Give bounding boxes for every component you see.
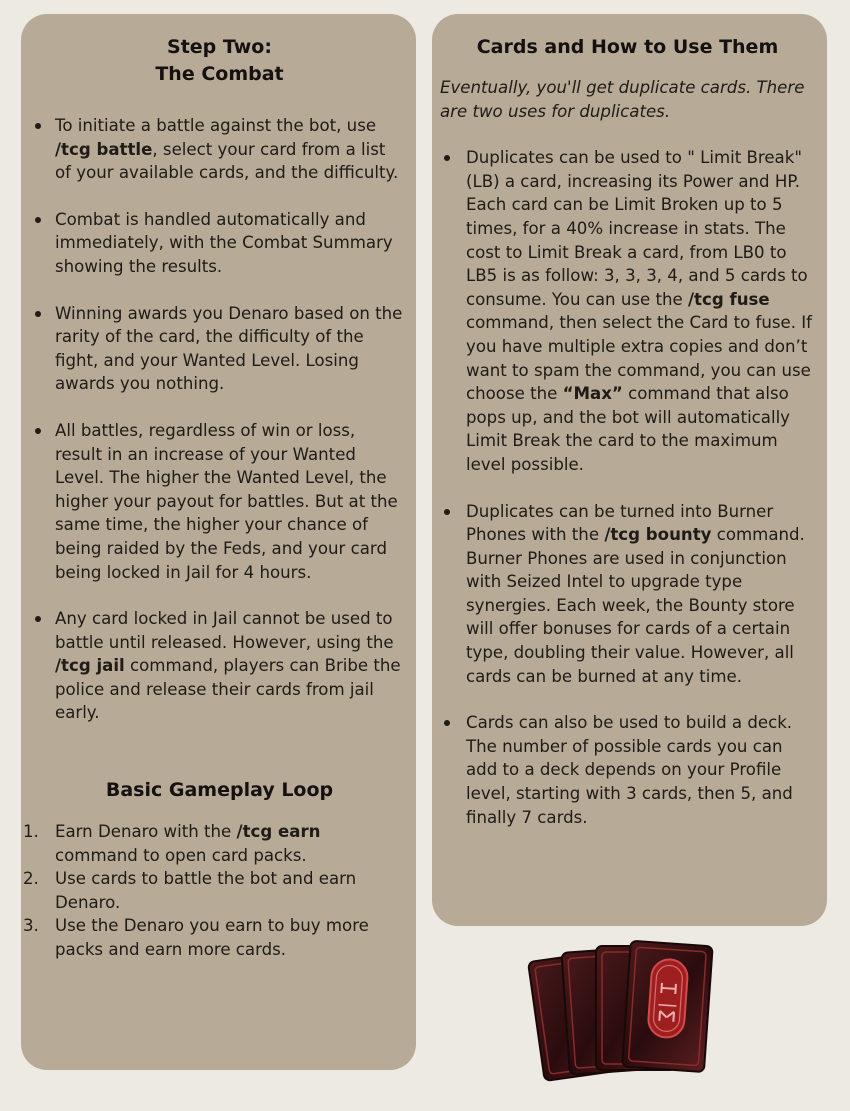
loop-step-buy: 3. Use the Denaro you earn to buy more packs and earn more cards. bbox=[23, 916, 369, 960]
combat-item-wanted-level: All battles, regardless of win or loss, result in an increase of your Wanted Level. The higher the Wanted Level, the higher your payout for battles. But at the same time, the higher your chance of being raided by the Feds, and your card being locked in Jail for 4 hours. bbox=[35, 419, 404, 584]
cards-intro: Eventually, you'll get duplicate cards. There are two uses for duplicates. bbox=[440, 78, 805, 121]
cards-usage-title: Cards and How to Use Them bbox=[476, 36, 779, 58]
combat-panel bbox=[21, 14, 416, 1070]
gameplay-loop-title: Basic Gameplay Loop bbox=[105, 779, 334, 802]
cards-usage-list bbox=[440, 146, 815, 829]
gameplay-loop-list bbox=[23, 820, 404, 962]
combat-item-rewards: Winning awards you Denaro based on the rarity of the card, the difficulty of the fight, and your Wanted Level. Losing awards you nothing. bbox=[35, 302, 404, 396]
card-back-front bbox=[622, 941, 713, 1072]
combat-item-jail: Any card locked in Jail cannot be used to battle until released. However, using the /tcg jail command, players can Bribe the police and release their cards from jail early. bbox=[35, 607, 404, 725]
step-two-title: Step Two: The Combat bbox=[155, 36, 284, 85]
usage-item-bounty: Duplicates can be turned into Burner Phones with the /tcg bounty command. Burner Phones are used in conjunction with Seized Intel to upgrade type synergies. Each week, the Bounty store will offer bonuses for cards of a certain type, doubling their value. However, all cards can be burned at any time. bbox=[444, 500, 815, 689]
combat-list bbox=[35, 114, 404, 725]
loop-step-earn: 1. Earn Denaro with the /tcg earn command to open card packs. bbox=[23, 822, 321, 865]
loop-step-battle: 2. Use cards to battle the bot and earn Denaro. bbox=[23, 869, 357, 912]
usage-item-limit-break: Duplicates can be used to " Limit Break" (LB) a card, increasing its Power and HP. Each card can be Limit Broken up to 5 times, for a 40% increase in stats. The cost to Limit Break a card, from LB0 to LB5 is as follow: 3, 3, 3, 4, and 5 cards to consume. You can use the /tcg fuse command, then select the Card to fuse. If you have multiple extra copies and don’t want to spam the command, you can use choose the “Max” command that also pops up, and the bot will automatically Limit Break the card to the maximum level possible. bbox=[444, 146, 815, 476]
combat-item-battle: To initiate a battle against the bot, use /tcg battle, select your card from a list of your available cards, and the difficulty. bbox=[35, 114, 404, 185]
combat-item-automatic: Combat is handled automatically and immediately, with the Combat Summary showing the results. bbox=[35, 208, 404, 279]
cards-usage-panel bbox=[432, 14, 827, 926]
usage-item-deck: Cards can also be used to build a deck. The number of possible cards you can add to a deck depends on your Profile level, starting with 3 cards, then 5, and finally 7 cards. bbox=[444, 711, 815, 829]
playing-card-fan-icon bbox=[526, 936, 732, 1084]
card-emblem-icon bbox=[647, 958, 688, 1038]
